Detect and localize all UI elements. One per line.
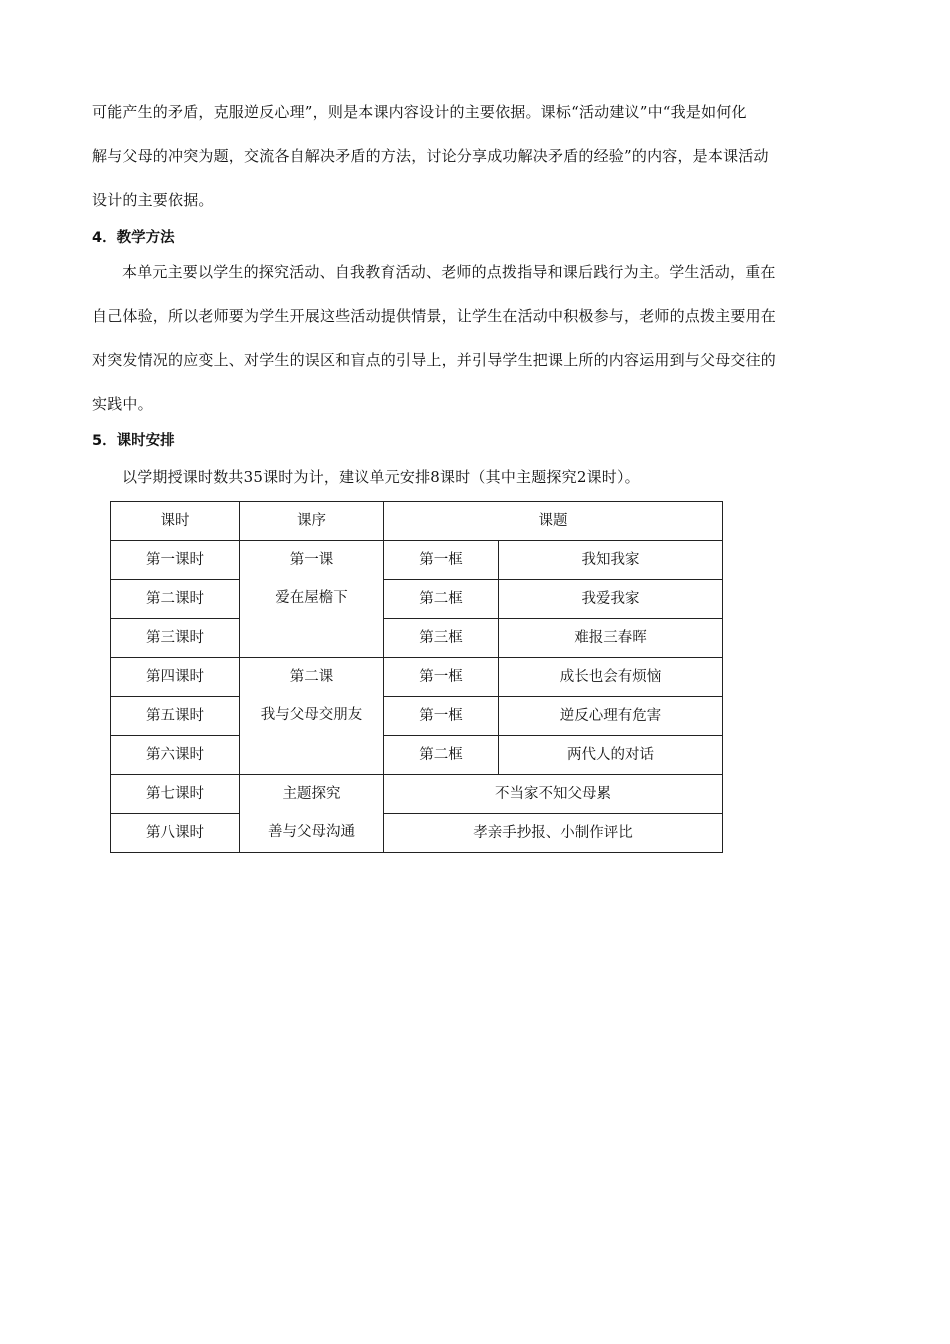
frame-cell: 第二框 (384, 736, 499, 775)
frame-cell: 第三框 (384, 619, 499, 658)
intro-paragraph (92, 90, 860, 222)
lesson-cell (240, 775, 384, 853)
period-cell: 第四课时 (111, 658, 240, 697)
header-lesson: 课序 (240, 502, 384, 541)
frame-cell: 第二框 (384, 580, 499, 619)
table-row (111, 814, 723, 853)
topic-cell: 成长也会有烦恼 (499, 658, 723, 697)
table-row (111, 541, 723, 580)
table-row (111, 775, 723, 814)
section-5-intro: 以学期授课时数共35课时为计，建议单元安排8课时（其中主题探究2课时）。 (122, 468, 640, 486)
section-4-heading: 4．教学方法 (92, 230, 175, 246)
schedule-table (110, 501, 723, 853)
topic-cell: 逆反心理有危害 (499, 697, 723, 736)
table-row (111, 619, 723, 658)
topic-cell: 孝亲手抄报、小制作评比 (384, 814, 723, 853)
lesson-number: 第二课 (289, 669, 334, 685)
frame-cell: 第一框 (384, 658, 499, 697)
topic-cell: 我知我家 (499, 541, 723, 580)
topic-cell: 我爱我家 (499, 580, 723, 619)
intro-line: 可能产生的矛盾，克服逆反心理”，则是本课内容设计的主要依据。课标“活动建议”中“我是如何化 (92, 103, 747, 121)
paragraph-line: 本单元主要以学生的探究活动、自我教育活动、老师的点拨指导和课后践行为主。学生活动，重在 (122, 263, 776, 281)
section-4-paragraph (92, 250, 860, 426)
lesson-number: 主题探究 (282, 786, 341, 802)
period-cell: 第二课时 (111, 580, 240, 619)
table-row (111, 697, 723, 736)
lesson-cell (240, 541, 384, 658)
paragraph-line: 实践中。 (92, 395, 153, 413)
intro-line: 设计的主要依据。 (92, 191, 214, 209)
lesson-title: 我与父母交朋友 (260, 707, 363, 723)
frame-cell: 第一框 (384, 541, 499, 580)
header-topic: 课题 (384, 502, 723, 541)
lesson-title: 爱在屋檐下 (275, 590, 348, 606)
topic-cell: 不当家不知父母累 (384, 775, 723, 814)
period-cell: 第八课时 (111, 814, 240, 853)
table-row (111, 736, 723, 775)
header-period: 课时 (111, 502, 240, 541)
frame-cell: 第一框 (384, 697, 499, 736)
topic-cell: 两代人的对话 (499, 736, 723, 775)
lesson-number: 第一课 (289, 552, 334, 568)
period-cell: 第三课时 (111, 619, 240, 658)
table-row (111, 658, 723, 697)
period-cell: 第五课时 (111, 697, 240, 736)
period-cell: 第一课时 (111, 541, 240, 580)
paragraph-line: 对突发情况的应变上、对学生的误区和盲点的引导上，并引导学生把课上所的内容运用到与父母交往的 (92, 351, 777, 369)
intro-line: 解与父母的冲突为题，交流各自解决矛盾的方法，讨论分享成功解决矛盾的经验”的内容，是本课活动 (92, 147, 769, 165)
section-5-heading: 5．课时安排 (92, 433, 175, 449)
period-cell: 第六课时 (111, 736, 240, 775)
table-row (111, 580, 723, 619)
table-header-row (111, 502, 723, 541)
topic-cell: 难报三春晖 (499, 619, 723, 658)
lesson-cell (240, 658, 384, 775)
paragraph-line: 自己体验，所以老师要为学生开展这些活动提供情景，让学生在活动中积极参与，老师的点拨主要用在 (92, 307, 777, 325)
period-cell: 第七课时 (111, 775, 240, 814)
lesson-title: 善与父母沟通 (268, 824, 355, 840)
